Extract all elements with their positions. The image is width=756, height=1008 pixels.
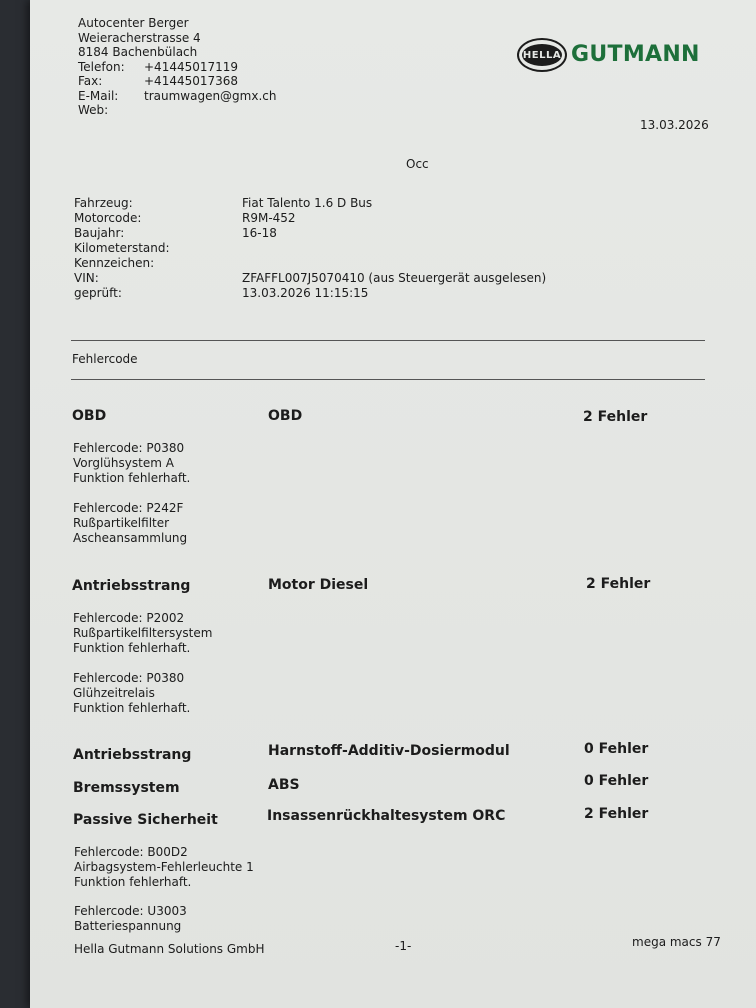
fehlercode-section-title: Fehlercode xyxy=(72,352,138,366)
vehicle-row xyxy=(74,226,674,241)
vehicle-info xyxy=(74,196,674,301)
system-module: OBD xyxy=(268,408,303,424)
error-status: Funktion fehlerhaft. xyxy=(74,875,192,889)
error-description: Vorglühsystem A xyxy=(73,456,174,470)
system-module: Insassenrückhaltesystem ORC xyxy=(267,808,506,824)
error-code: Fehlercode: B00D2 xyxy=(74,845,188,859)
report-page xyxy=(30,0,756,1008)
error-status: Funktion fehlerhaft. xyxy=(73,701,191,715)
error-code: Fehlercode: P242F xyxy=(73,501,184,515)
report-date: 13.03.2026 xyxy=(640,118,709,132)
fax-label: Fax: xyxy=(78,74,103,88)
error-code: Fehlercode: U3003 xyxy=(74,904,187,918)
vehicle-label: Baujahr: xyxy=(74,226,125,240)
vehicle-label: geprüft: xyxy=(74,286,122,300)
error-status: Funktion fehlerhaft. xyxy=(73,471,191,485)
email-row xyxy=(78,89,338,104)
company-street: Weieracherstrasse 4 xyxy=(78,30,201,45)
fax-value: +41445017368 xyxy=(144,74,239,88)
vehicle-row xyxy=(74,256,674,271)
company-address xyxy=(78,16,338,118)
system-group: Passive Sicherheit xyxy=(73,812,218,828)
vehicle-value: Fiat Talento 1.6 D Bus xyxy=(242,196,373,210)
system-group: Antriebsstrang xyxy=(73,747,192,763)
error-entry xyxy=(74,904,187,934)
error-description: Airbagsystem-Fehlerleuchte 1 xyxy=(74,860,254,874)
error-entry xyxy=(73,501,187,546)
vehicle-label: Kilometerstand: xyxy=(74,241,170,255)
gutmann-logo-text: GUTMANN xyxy=(571,42,700,67)
error-description: Rußpartikelfilter xyxy=(73,516,170,530)
web-label: Web: xyxy=(78,103,109,117)
system-group: Bremssystem xyxy=(73,780,180,796)
phone-label: Telefon: xyxy=(78,59,125,74)
error-description: Glühzeitrelais xyxy=(73,686,155,700)
vehicle-row xyxy=(74,196,674,211)
system-module: ABS xyxy=(268,777,300,793)
vehicle-row xyxy=(74,271,674,286)
report-occ: Occ xyxy=(406,157,429,171)
system-module: Harnstoff-Additiv-Dosiermodul xyxy=(268,743,510,759)
company-name: Autocenter Berger xyxy=(78,16,189,30)
vehicle-label: Fahrzeug: xyxy=(74,196,133,210)
error-description: Rußpartikelfiltersystem xyxy=(73,626,213,640)
error-entry xyxy=(73,611,212,656)
vehicle-value: 16-18 xyxy=(242,226,277,240)
hella-logo-icon xyxy=(517,38,567,72)
fault-count: 2 Fehler xyxy=(583,409,648,425)
error-status: Ascheansammlung xyxy=(73,531,188,545)
error-code: Fehlercode: P0380 xyxy=(73,441,185,455)
company-city: 8184 Bachenbülach xyxy=(78,45,198,59)
system-group: OBD xyxy=(72,408,107,424)
hella-logo-text: HELLA xyxy=(522,44,562,66)
fault-count: 0 Fehler xyxy=(584,741,649,757)
phone-row xyxy=(78,60,338,75)
vehicle-row xyxy=(74,211,674,226)
fault-count: 2 Fehler xyxy=(584,806,649,822)
error-entry xyxy=(73,671,190,716)
web-row xyxy=(78,103,338,118)
divider-bottom xyxy=(71,379,705,380)
error-entry xyxy=(74,845,254,890)
hella-gutmann-logo xyxy=(517,38,717,78)
footer-company: Hella Gutmann Solutions GmbH xyxy=(74,942,265,956)
system-group: Antriebsstrang xyxy=(72,578,191,594)
footer-device: mega macs 77 xyxy=(632,935,721,949)
phone-value: +41445017119 xyxy=(144,59,239,74)
error-status: Funktion fehlerhaft. xyxy=(73,641,191,655)
vehicle-label: Motorcode: xyxy=(74,211,142,225)
vehicle-row xyxy=(74,241,674,256)
footer-page-number: -1- xyxy=(395,939,412,953)
divider-top xyxy=(71,340,705,341)
fax-row xyxy=(78,74,338,89)
vehicle-value: R9M-452 xyxy=(242,211,296,225)
email-value: traumwagen@gmx.ch xyxy=(144,88,277,103)
error-code: Fehlercode: P0380 xyxy=(73,671,185,685)
error-description: Batteriespannung xyxy=(74,919,182,933)
vehicle-label: Kennzeichen: xyxy=(74,256,155,270)
fault-count: 0 Fehler xyxy=(584,773,649,789)
error-code: Fehlercode: P2002 xyxy=(73,611,185,625)
system-module: Motor Diesel xyxy=(268,577,369,593)
vehicle-label: VIN: xyxy=(74,271,99,285)
vehicle-value: ZFAFFL007J5070410 (aus Steuergerät ausgelesen) xyxy=(242,271,547,285)
vehicle-value: 13.03.2026 11:15:15 xyxy=(242,286,369,300)
vehicle-row xyxy=(74,286,674,301)
email-label: E-Mail: xyxy=(78,88,119,103)
fault-count: 2 Fehler xyxy=(586,576,651,592)
error-entry xyxy=(73,441,190,486)
